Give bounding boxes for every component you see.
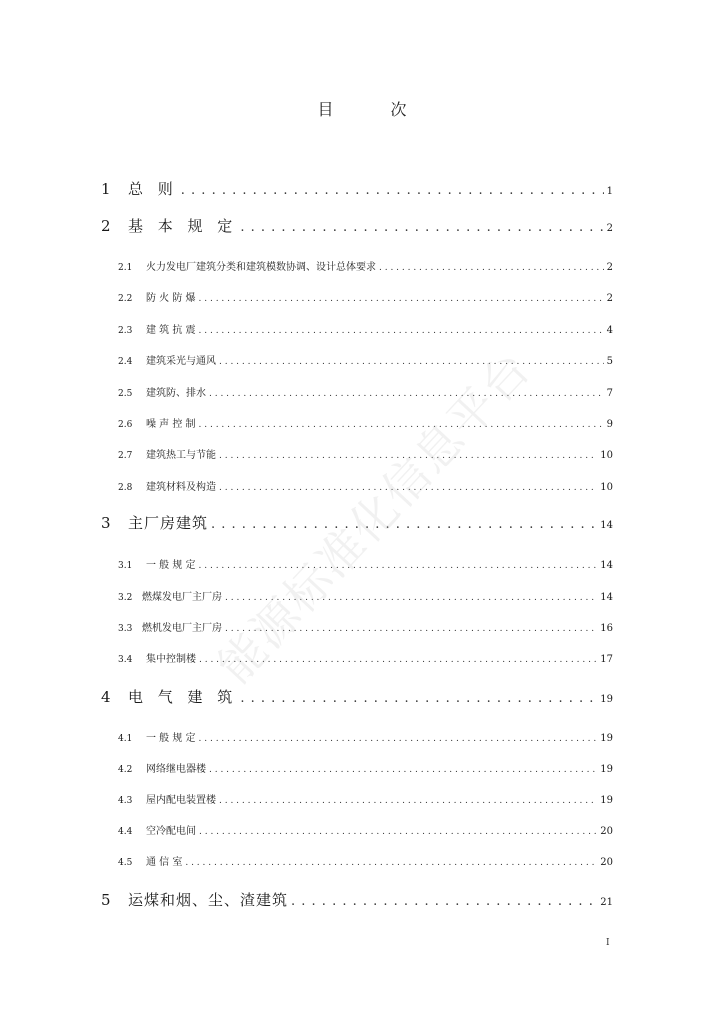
toc-chapter-4[interactable] [101,686,613,707]
dot-leader [209,765,597,775]
toc-section-4-2[interactable] [118,760,613,775]
toc-chapter-1[interactable] [101,178,613,199]
toc-title: 建 筑 抗 震 [146,325,196,336]
dot-leader [199,734,598,744]
toc-page: 4 [606,325,613,336]
toc-title: 燃机发电厂主厂房 [142,623,222,634]
toc-title: 空冷配电间 [146,826,196,837]
toc-page: 19 [600,733,613,744]
toc-number: 3.3 [118,624,133,634]
toc-chapter-3[interactable] [101,512,613,533]
toc-section-3-1[interactable] [118,556,613,571]
dot-leader [219,483,597,493]
dot-leader [240,691,597,706]
toc-title: 主厂房建筑 [128,514,209,532]
toc-title: 一 般 规 定 [146,560,196,571]
toc-title: 集中控制楼 [146,654,196,665]
dot-leader [199,294,604,304]
toc-page: 19 [600,795,613,806]
toc-title: 燃煤发电厂主厂房 [142,592,222,603]
toc-page: 19 [600,764,613,775]
toc-title: 噪 声 控 制 [146,419,196,430]
toc-title: 网络继电器楼 [146,764,206,775]
toc-number: 4 [101,688,111,706]
toc-section-2-3[interactable] [118,321,613,336]
toc-page: 14 [600,592,613,603]
toc-number: 3.4 [118,655,133,665]
toc-number: 2 [101,217,111,235]
toc-section-3-4[interactable] [118,650,613,665]
toc-number: 2.2 [118,294,133,304]
dot-leader [181,183,604,198]
toc-section-2-8[interactable] [118,478,613,493]
toc-page: 20 [600,857,613,868]
toc-title: 建筑热工与节能 [146,450,216,461]
dot-leader [199,655,597,665]
dot-leader [185,858,597,868]
toc-page: 7 [606,388,613,399]
dot-leader [199,561,598,571]
dot-leader [219,796,597,806]
dot-leader [291,894,597,909]
watermark: 能源标准化信息平台 [207,340,542,694]
toc-section-2-6[interactable] [118,415,613,430]
toc-page: 20 [600,826,613,837]
toc-title: 建筑材料及构造 [146,482,216,493]
toc-title: 防 火 防 爆 [146,293,196,304]
dot-leader [240,220,603,235]
toc-number: 2.1 [118,263,133,273]
toc-page: 10 [600,482,613,493]
toc-title: 建筑防、排水 [146,388,206,399]
footer-page-number: I [606,938,610,948]
toc-section-2-5[interactable] [118,384,613,399]
toc-section-2-1[interactable] [118,258,613,273]
toc-number: 3.1 [118,561,133,571]
toc-page: 9 [606,419,613,430]
dot-leader [219,357,604,367]
toc-page: 2 [606,293,613,304]
dot-leader [219,451,597,461]
dot-leader [225,624,597,634]
toc-page: 21 [600,897,613,908]
toc-section-2-7[interactable] [118,446,613,461]
toc-title: 总 则 [128,180,178,198]
page-title: 目 次 [317,100,433,119]
toc-page: 5 [606,356,613,367]
dot-leader [199,326,604,336]
toc-section-3-2[interactable] [118,588,613,603]
toc-number: 2.6 [118,420,133,430]
toc-title: 屋内配电装置楼 [146,795,216,806]
toc-title: 火力发电厂建筑分类和建筑模数协调、设计总体要求 [146,262,376,273]
toc-number: 2.5 [118,389,133,399]
toc-number: 4.3 [118,796,133,806]
toc-page: 14 [600,520,613,531]
toc-chapter-2[interactable] [101,215,613,236]
toc-number: 2.8 [118,483,133,493]
toc-page: 10 [600,450,613,461]
toc-chapter-5[interactable] [101,889,613,910]
toc-section-2-4[interactable] [118,352,613,367]
toc-number: 2.3 [118,326,133,336]
toc-title: 建筑采光与通风 [146,356,216,367]
toc-page: 16 [600,623,613,634]
toc-page: 14 [600,560,613,571]
toc-section-4-3[interactable] [118,791,613,806]
toc-number: 3.2 [118,593,133,603]
toc-page: 17 [600,654,613,665]
toc-page: 19 [600,694,613,705]
toc-page: 1 [606,186,613,197]
toc-number: 4.4 [118,827,133,837]
dot-leader [199,827,597,837]
toc-section-3-3[interactable] [118,619,613,634]
toc-title: 电 气 建 筑 [128,688,238,706]
toc-page: 2 [606,262,613,273]
toc-section-2-2[interactable] [118,289,613,304]
toc-section-4-4[interactable] [118,822,613,837]
toc-number: 2.7 [118,451,133,461]
dot-leader [199,420,604,430]
toc-number: 4.1 [118,734,133,744]
dot-leader [225,593,597,603]
toc-section-4-5[interactable] [118,853,613,868]
toc-number: 3 [101,514,111,532]
toc-number: 5 [101,891,111,909]
dot-leader [209,389,604,399]
toc-number: 4.5 [118,858,133,868]
toc-title: 运煤和烟、尘、渣建筑 [128,891,289,909]
toc-title: 一 般 规 定 [146,733,196,744]
toc-title: 基 本 规 定 [128,217,238,235]
toc-number: 1 [101,180,111,198]
toc-title: 通 信 室 [146,857,183,868]
toc-number: 2.4 [118,357,133,367]
dot-leader [379,263,604,273]
dot-leader [211,517,597,532]
toc-section-4-1[interactable] [118,729,613,744]
toc-page: 2 [606,223,613,234]
toc-number: 4.2 [118,765,133,775]
